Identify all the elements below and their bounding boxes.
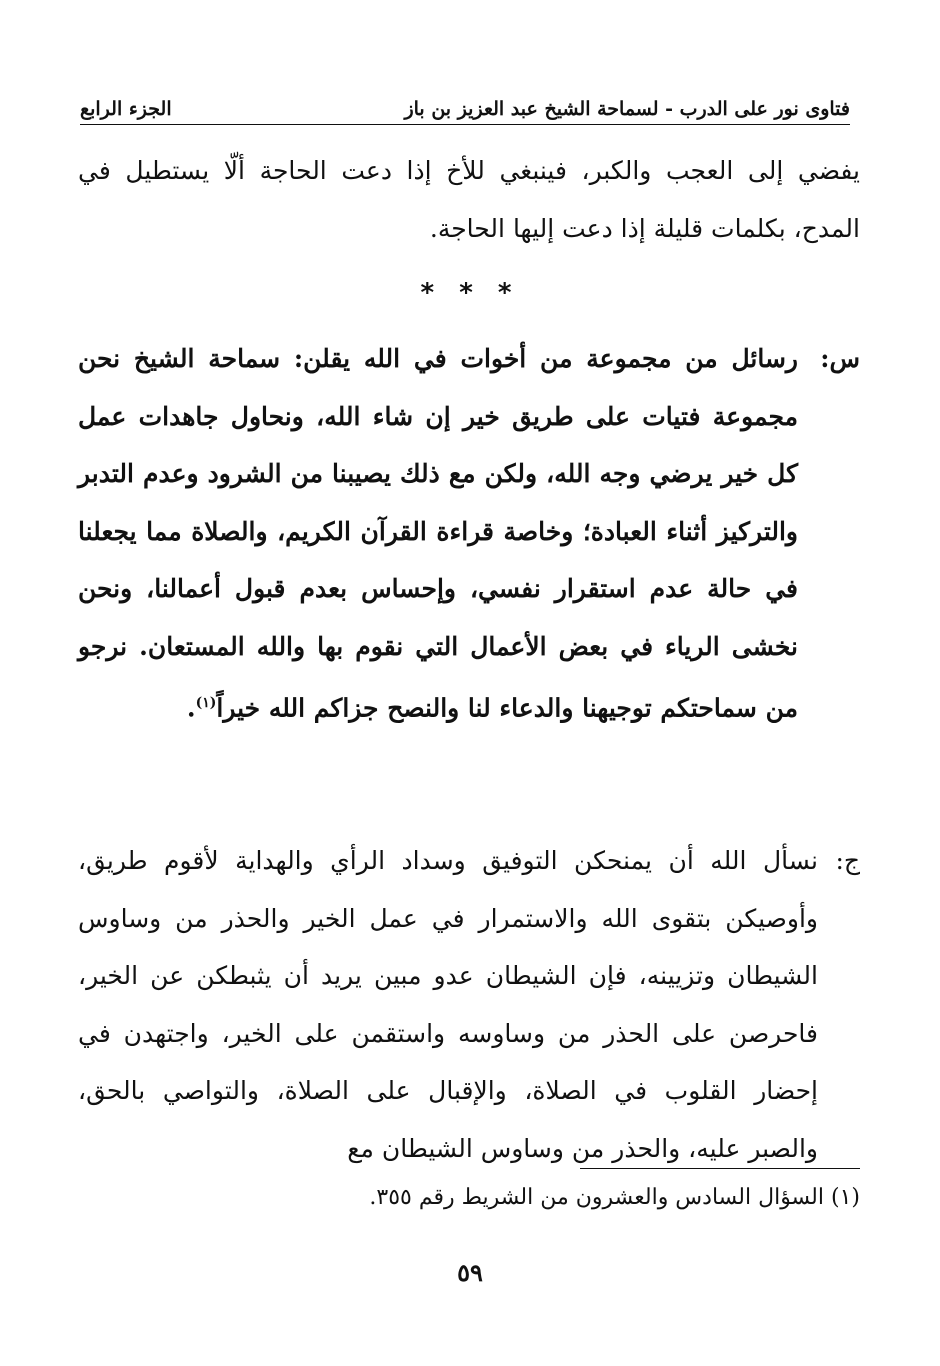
- footnote-reference: (١): [195, 695, 217, 711]
- footnote: (١) السؤال السادس والعشرون من الشريط رقم ٣٥٥.: [369, 1185, 860, 1210]
- header-book-title: فتاوى نور على الدرب - لسماحة الشيخ عبد العزيز بن باز: [404, 98, 850, 120]
- answer-text: نسأل الله أن يمنحكن التوفيق وسداد الرأي والهداية لأقوم طريق، وأوصيكن بتقوى الله والاستمرار في عمل الخير والحذر من وساوس الشيطان وتزيينه، فإن الشيطان عدو مبين يريد أن يثبطكن عن الخير، فاحرصن على الحذر من وساوسه واستقمن على الخير، واجتهدن في إحضار القلوب في الصلاة، والإقبال على الصلاة، والتواصي بالحق، والصبر عليه، والحذر من وساوس الشيطان مع: [78, 846, 818, 1163]
- answer-block: [78, 832, 860, 1177]
- question-end: .: [186, 693, 196, 723]
- question-text: [78, 330, 798, 737]
- question-prefix: س:: [820, 344, 860, 373]
- header-volume: الجزء الرابع: [80, 98, 172, 120]
- section-separator: * * *: [420, 278, 520, 308]
- footnote-divider: [580, 1168, 860, 1169]
- intro-paragraph: يفضي إلى العجب والكبر، فينبغي للأخ إذا دعت الحاجة ألّا يستطيل في المدح، بكلمات قليلة إذا دعت إليها الحاجة.: [78, 156, 860, 243]
- running-header: [80, 86, 850, 125]
- question-block: [78, 330, 860, 737]
- question-body: رسائل من مجموعة من أخوات في الله يقلن: سماحة الشيخ نحن مجموعة فتيات على طريق خير إن شاء الله، ونحاول جاهدات عمل كل خير يرضي وجه الله، ولكن مع ذلك يصيبنا من الشرود وعدم التدبر والتركيز أثناء العبادة؛ وخاصة قراءة القرآن الكريم، والصلاة مما يجعلنا في حالة عدم استقرار نفسي، وإحساس بعدم قبول أعمالنا، ونحن نخشى الرياء في بعض الأعمال التي نقوم بها والله المستعان. نرجو من سماحتكم توجيهنا والدعاء لنا والنصح جزاكم الله خيراً: [78, 344, 798, 723]
- answer-prefix: ج:: [835, 846, 860, 875]
- page-number: ٥٩: [457, 1258, 483, 1287]
